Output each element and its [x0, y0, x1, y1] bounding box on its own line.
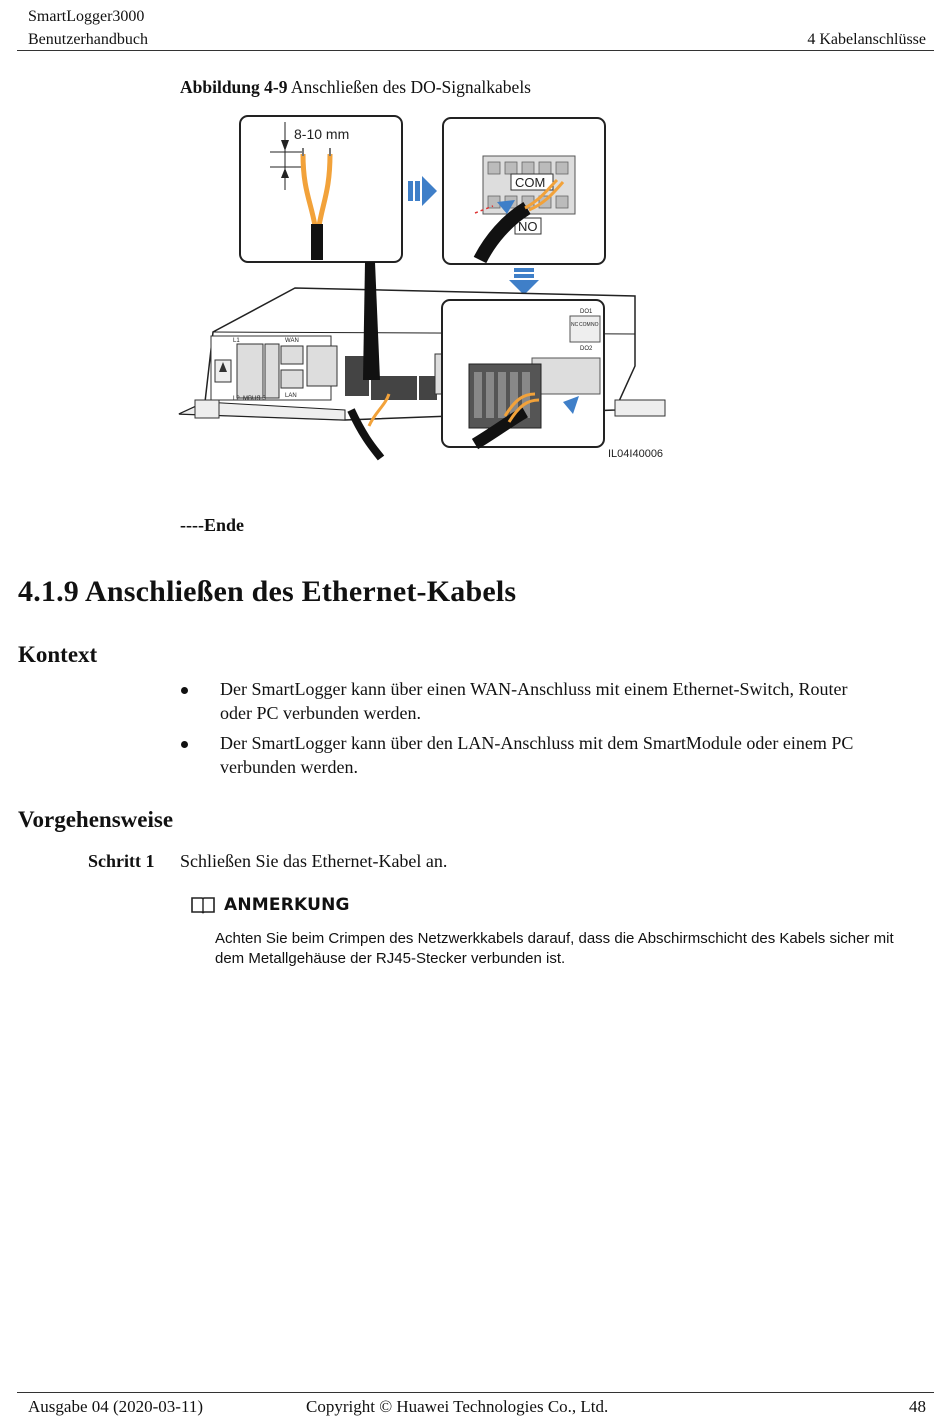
nc-label: NC [571, 322, 579, 328]
lan-port-label: LAN [285, 393, 297, 399]
bullet-2-line-1: Der SmartLogger kann über den LAN-Anschluss mit dem SmartModule oder einem PC [220, 733, 854, 753]
do2-label: DO2 [580, 346, 593, 352]
header-product: SmartLogger3000 [28, 8, 145, 25]
panel-terminal-insert [443, 118, 605, 264]
procedure-heading: Vorgehensweise [18, 807, 174, 832]
com-small-label: COM [579, 322, 591, 328]
mbus-label: MBUS [243, 396, 261, 402]
l1-label: L1 [233, 338, 240, 344]
figure-number: Abbildung 4-9 [180, 77, 288, 97]
step-text: Schließen Sie das Ethernet-Kabel an. [180, 851, 448, 871]
header-rule [17, 50, 934, 51]
terminal-com-label: COM [515, 175, 546, 190]
note-line-2: dem Metallgehäuse der RJ45-Stecker verbunden ist. [215, 950, 566, 967]
terminal-no-label: NO [518, 219, 538, 234]
note-header [190, 895, 350, 915]
end-marker: ----Ende [180, 515, 244, 535]
bullet-2-line-2: verbunden werden. [220, 757, 358, 777]
figure-caption [180, 77, 531, 98]
figure-id: IL04I40006 [608, 448, 664, 460]
book-icon [190, 895, 216, 915]
context-bullet-1 [220, 677, 930, 725]
header-manual: Benutzerhandbuch [28, 31, 148, 48]
do-cable-diagram [175, 110, 675, 465]
footer-copyright: Copyright © Huawei Technologies Co., Ltd. [306, 1397, 609, 1416]
strip-length-label: 8-10 mm [294, 126, 350, 142]
panel-strip-wires [240, 116, 402, 262]
figure-title: Anschließen des DO-Signalkabels [290, 77, 531, 97]
footer-rule [17, 1392, 934, 1393]
note-title: ANMERKUNG [224, 895, 350, 915]
bullet-marker [181, 687, 188, 694]
bullet-1-line-1: Der SmartLogger kann über einen WAN-Anschluss mit einem Ethernet-Switch, Router [220, 679, 848, 699]
bullet-marker [181, 741, 188, 748]
do1-label: DO1 [580, 309, 593, 315]
arrow-down-icon [509, 268, 539, 295]
footer-page-number: 48 [909, 1397, 926, 1416]
callout-pointer [363, 262, 380, 380]
header-chapter: 4 Kabelanschlüsse [807, 31, 926, 48]
note-text [215, 929, 930, 969]
note-line-1: Achten Sie beim Crimpen des Netzwerkkabels darauf, dass die Abschirmschicht des Kabels sicher mit [215, 930, 894, 947]
cable-jacket [311, 224, 323, 260]
footer-edition: Ausgabe 04 (2020-03-11) [28, 1397, 203, 1416]
context-heading: Kontext [18, 642, 98, 667]
section-title: 4.1.9 Anschließen des Ethernet-Kabels [18, 575, 517, 608]
l2-label: L2 [233, 396, 240, 402]
panel-plug-device [442, 300, 604, 447]
wan-port-label: WAN [285, 338, 299, 344]
step-label: Schritt 1 [88, 851, 155, 871]
arrow-right-icon [408, 176, 437, 206]
context-bullet-2 [220, 731, 930, 779]
l3-label: L3 [259, 396, 266, 402]
bullet-1-line-2: oder PC verbunden werden. [220, 703, 421, 723]
no-small-label: NO [591, 322, 599, 328]
